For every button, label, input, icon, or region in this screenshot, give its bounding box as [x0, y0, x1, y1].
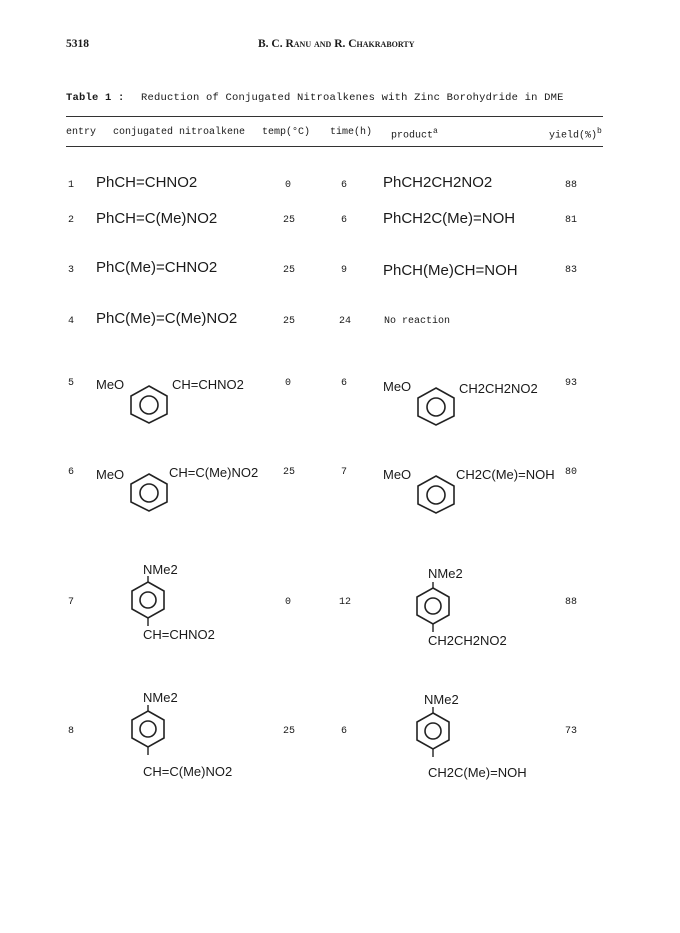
- row8-substrate-chain: CH=C(Me)NO2: [143, 764, 233, 779]
- row7-entry: 7: [68, 597, 75, 608]
- col-header-product-label: product: [391, 130, 434, 142]
- row7-substrate-chain: CH=CHNO2: [143, 627, 215, 642]
- row3-yield: 83: [565, 265, 578, 276]
- row7-substrate-benzene-ring: [128, 576, 168, 634]
- running-head: B. C. Ranu and R. Chakraborty: [258, 38, 415, 50]
- col-header-product: [391, 127, 438, 141]
- row7-product-top-group: NMe2: [428, 566, 463, 581]
- row4-substrate: PhC(Me)=C(Me)NO2: [96, 310, 238, 327]
- row8-entry: 8: [68, 726, 75, 737]
- row5-yield: 93: [565, 378, 578, 389]
- row8-product-top-group: NMe2: [424, 692, 459, 707]
- row4-time: 24: [339, 316, 352, 327]
- row6-substrate-prefix: MeO: [96, 467, 125, 482]
- row2-substrate: PhCH=C(Me)NO2: [96, 210, 218, 227]
- table-top-rule: [66, 116, 603, 117]
- row7-time: 12: [339, 597, 352, 608]
- row3-time: 9: [341, 265, 348, 276]
- col-header-substrate: conjugated nitroalkene: [113, 127, 246, 138]
- row6-time: 7: [341, 467, 348, 478]
- row8-substrate-top-group: NMe2: [143, 690, 178, 705]
- row8-substrate-benzene-ring: [128, 705, 168, 763]
- row5-product-benzene-ring: [413, 386, 459, 426]
- row2-temp: 25: [283, 215, 296, 226]
- row3-temp: 25: [283, 265, 296, 276]
- col-header-product-footnote: a: [433, 127, 438, 136]
- page-number: 5318: [66, 38, 89, 50]
- row1-yield: 88: [565, 180, 578, 191]
- col-header-temp: temp(°C): [262, 127, 311, 138]
- row1-product: PhCH2CH2NO2: [383, 174, 493, 191]
- col-header-yield: [549, 127, 602, 141]
- row1-entry: 1: [68, 180, 75, 191]
- row6-yield: 80: [565, 467, 578, 478]
- row4-product: No reaction: [384, 316, 451, 327]
- row1-substrate: PhCH=CHNO2: [96, 174, 198, 191]
- row3-product: PhCH(Me)CH=NOH: [383, 262, 518, 279]
- row5-temp: 0: [285, 378, 292, 389]
- row5-time: 6: [341, 378, 348, 389]
- row5-substrate-prefix: MeO: [96, 377, 125, 392]
- row2-yield: 81: [565, 215, 578, 226]
- row8-yield: 73: [565, 726, 578, 737]
- row3-entry: 3: [68, 265, 75, 276]
- row5-entry: 5: [68, 378, 75, 389]
- row5-substrate-benzene-ring: [126, 384, 172, 424]
- col-header-time: time(h): [330, 127, 373, 138]
- row5-substrate-chain: CH=CHNO2: [172, 377, 244, 392]
- row7-yield: 88: [565, 597, 578, 608]
- row5-product-chain: CH2CH2NO2: [459, 381, 538, 396]
- table-caption-label: Table 1 :: [66, 92, 125, 104]
- row6-substrate-chain: CH=C(Me)NO2: [169, 465, 259, 480]
- col-header-yield-footnote: b: [597, 127, 602, 136]
- row1-temp: 0: [285, 180, 292, 191]
- row7-substrate-top-group: NMe2: [143, 562, 178, 577]
- row4-temp: 25: [283, 316, 296, 327]
- table-header-rule: [66, 146, 603, 147]
- row6-temp: 25: [283, 467, 296, 478]
- row7-product-chain: CH2CH2NO2: [428, 633, 507, 648]
- row4-entry: 4: [68, 316, 75, 327]
- row8-product-benzene-ring: [413, 707, 453, 765]
- row8-time: 6: [341, 726, 348, 737]
- row6-product-benzene-ring: [413, 474, 459, 514]
- row8-product-chain: CH2C(Me)=NOH: [428, 765, 527, 780]
- row6-product-chain: CH2C(Me)=NOH: [456, 467, 555, 482]
- row2-time: 6: [341, 215, 348, 226]
- col-header-yield-label: yield(%): [549, 130, 598, 142]
- row3-substrate: PhC(Me)=CHNO2: [96, 259, 218, 276]
- row1-time: 6: [341, 180, 348, 191]
- row2-entry: 2: [68, 215, 75, 226]
- row8-temp: 25: [283, 726, 296, 737]
- table-caption-text: Reduction of Conjugated Nitroalkenes with Zinc Borohydride in DME: [141, 92, 564, 104]
- table-caption: [66, 92, 564, 104]
- row5-product-prefix: MeO: [383, 379, 412, 394]
- row7-temp: 0: [285, 597, 292, 608]
- row6-entry: 6: [68, 467, 75, 478]
- row6-substrate-benzene-ring: [126, 472, 172, 512]
- row6-product-prefix: MeO: [383, 467, 412, 482]
- row7-product-benzene-ring: [413, 582, 453, 640]
- col-header-entry: entry: [66, 127, 97, 138]
- row2-product: PhCH2C(Me)=NOH: [383, 210, 516, 227]
